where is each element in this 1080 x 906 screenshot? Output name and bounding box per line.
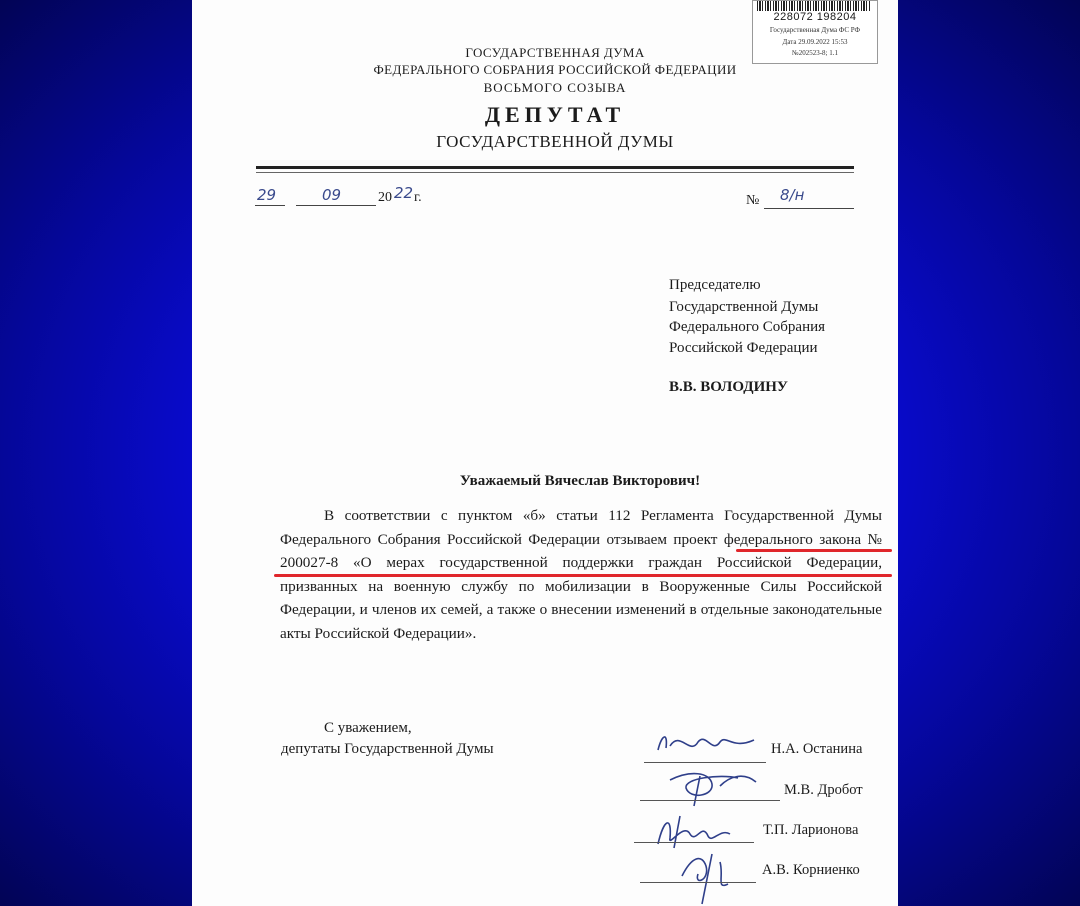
letterhead-line-2: ФЕДЕРАЛЬНОГО СОБРАНИЯ РОССИЙСКОЙ ФЕДЕРАЦИИ — [373, 62, 737, 77]
letterhead-line-1: ГОСУДАРСТВЕННАЯ ДУМА — [465, 45, 645, 60]
addressee-name: В.В. ВОЛОДИНУ — [669, 379, 788, 395]
signature-line-2 — [640, 800, 780, 801]
closing-line-2: депутаты Государственной Думы — [281, 741, 494, 757]
date-year-suffix: 22 — [394, 184, 414, 202]
signature-4 — [672, 846, 752, 906]
date-day: 29 — [257, 186, 277, 204]
addressee-line-1: Председателю — [669, 277, 761, 293]
barcode-icon — [757, 1, 871, 11]
signature-line-1 — [644, 762, 766, 763]
addressee-line-4: Российской Федерации — [669, 340, 818, 356]
date-year-prefix: 20 — [378, 190, 392, 205]
signature-2 — [660, 766, 770, 808]
signatory-4: А.В. Корниенко — [762, 862, 860, 878]
registration-number: 228072 198204 — [773, 11, 857, 23]
signatory-1: Н.А. Останина — [771, 741, 863, 757]
date-month: 09 — [322, 186, 342, 204]
addressee-line-3: Федерального Собрания — [669, 319, 826, 335]
signature-1 — [650, 728, 760, 760]
stamp-ref: №202523-8; 1.1 — [792, 49, 838, 57]
number-label: № — [746, 193, 760, 208]
highlight-underline-1 — [736, 549, 892, 552]
letterhead-line-3: ВОСЬМОГО СОЗЫВА — [483, 80, 627, 95]
outgoing-number: 8/н — [780, 186, 805, 204]
signatory-2: М.В. Дробот — [784, 782, 863, 798]
signatory-3: Т.П. Ларионова — [763, 822, 859, 838]
letterhead-rule-thin — [256, 172, 854, 173]
closing-line-1: С уважением, — [324, 720, 412, 736]
date-day-line — [255, 205, 285, 206]
stamp-org: Государственная Дума ФС РФ — [769, 26, 861, 34]
letterhead-rule — [256, 166, 854, 169]
greeting: Уважаемый Вячеслав Викторович! — [459, 473, 701, 489]
highlight-underline-2 — [274, 574, 892, 577]
letter-body: В соответствии с пунктом «б» статьи 112 Регламента Государственной Думы Федерального Собрания Российской Федерации отзываем проект федерального закона № 200027-8 «О мерах государственной поддержки граждан Российской Федерации, призванных на военную службу по мобилизации в Вооруженные Силы Российской Федерации, и членов их семей, а также о внесении изменений в отдельные законодательные акты Российской Федерации». — [280, 507, 882, 642]
signature-line-4 — [640, 882, 756, 883]
letterhead-subtitle: ГОСУДАРСТВЕННОЙ ДУМЫ — [436, 132, 674, 151]
date-year-postfix: г. — [414, 190, 422, 205]
letterhead-title: ДЕПУТАТ — [484, 102, 626, 127]
addressee-line-2: Государственной Думы — [669, 299, 819, 315]
stamp-date: Дата 29.09.2022 15:53 — [782, 38, 848, 46]
number-line — [764, 208, 854, 209]
signature-line-3 — [634, 842, 754, 843]
date-month-line — [296, 205, 376, 206]
